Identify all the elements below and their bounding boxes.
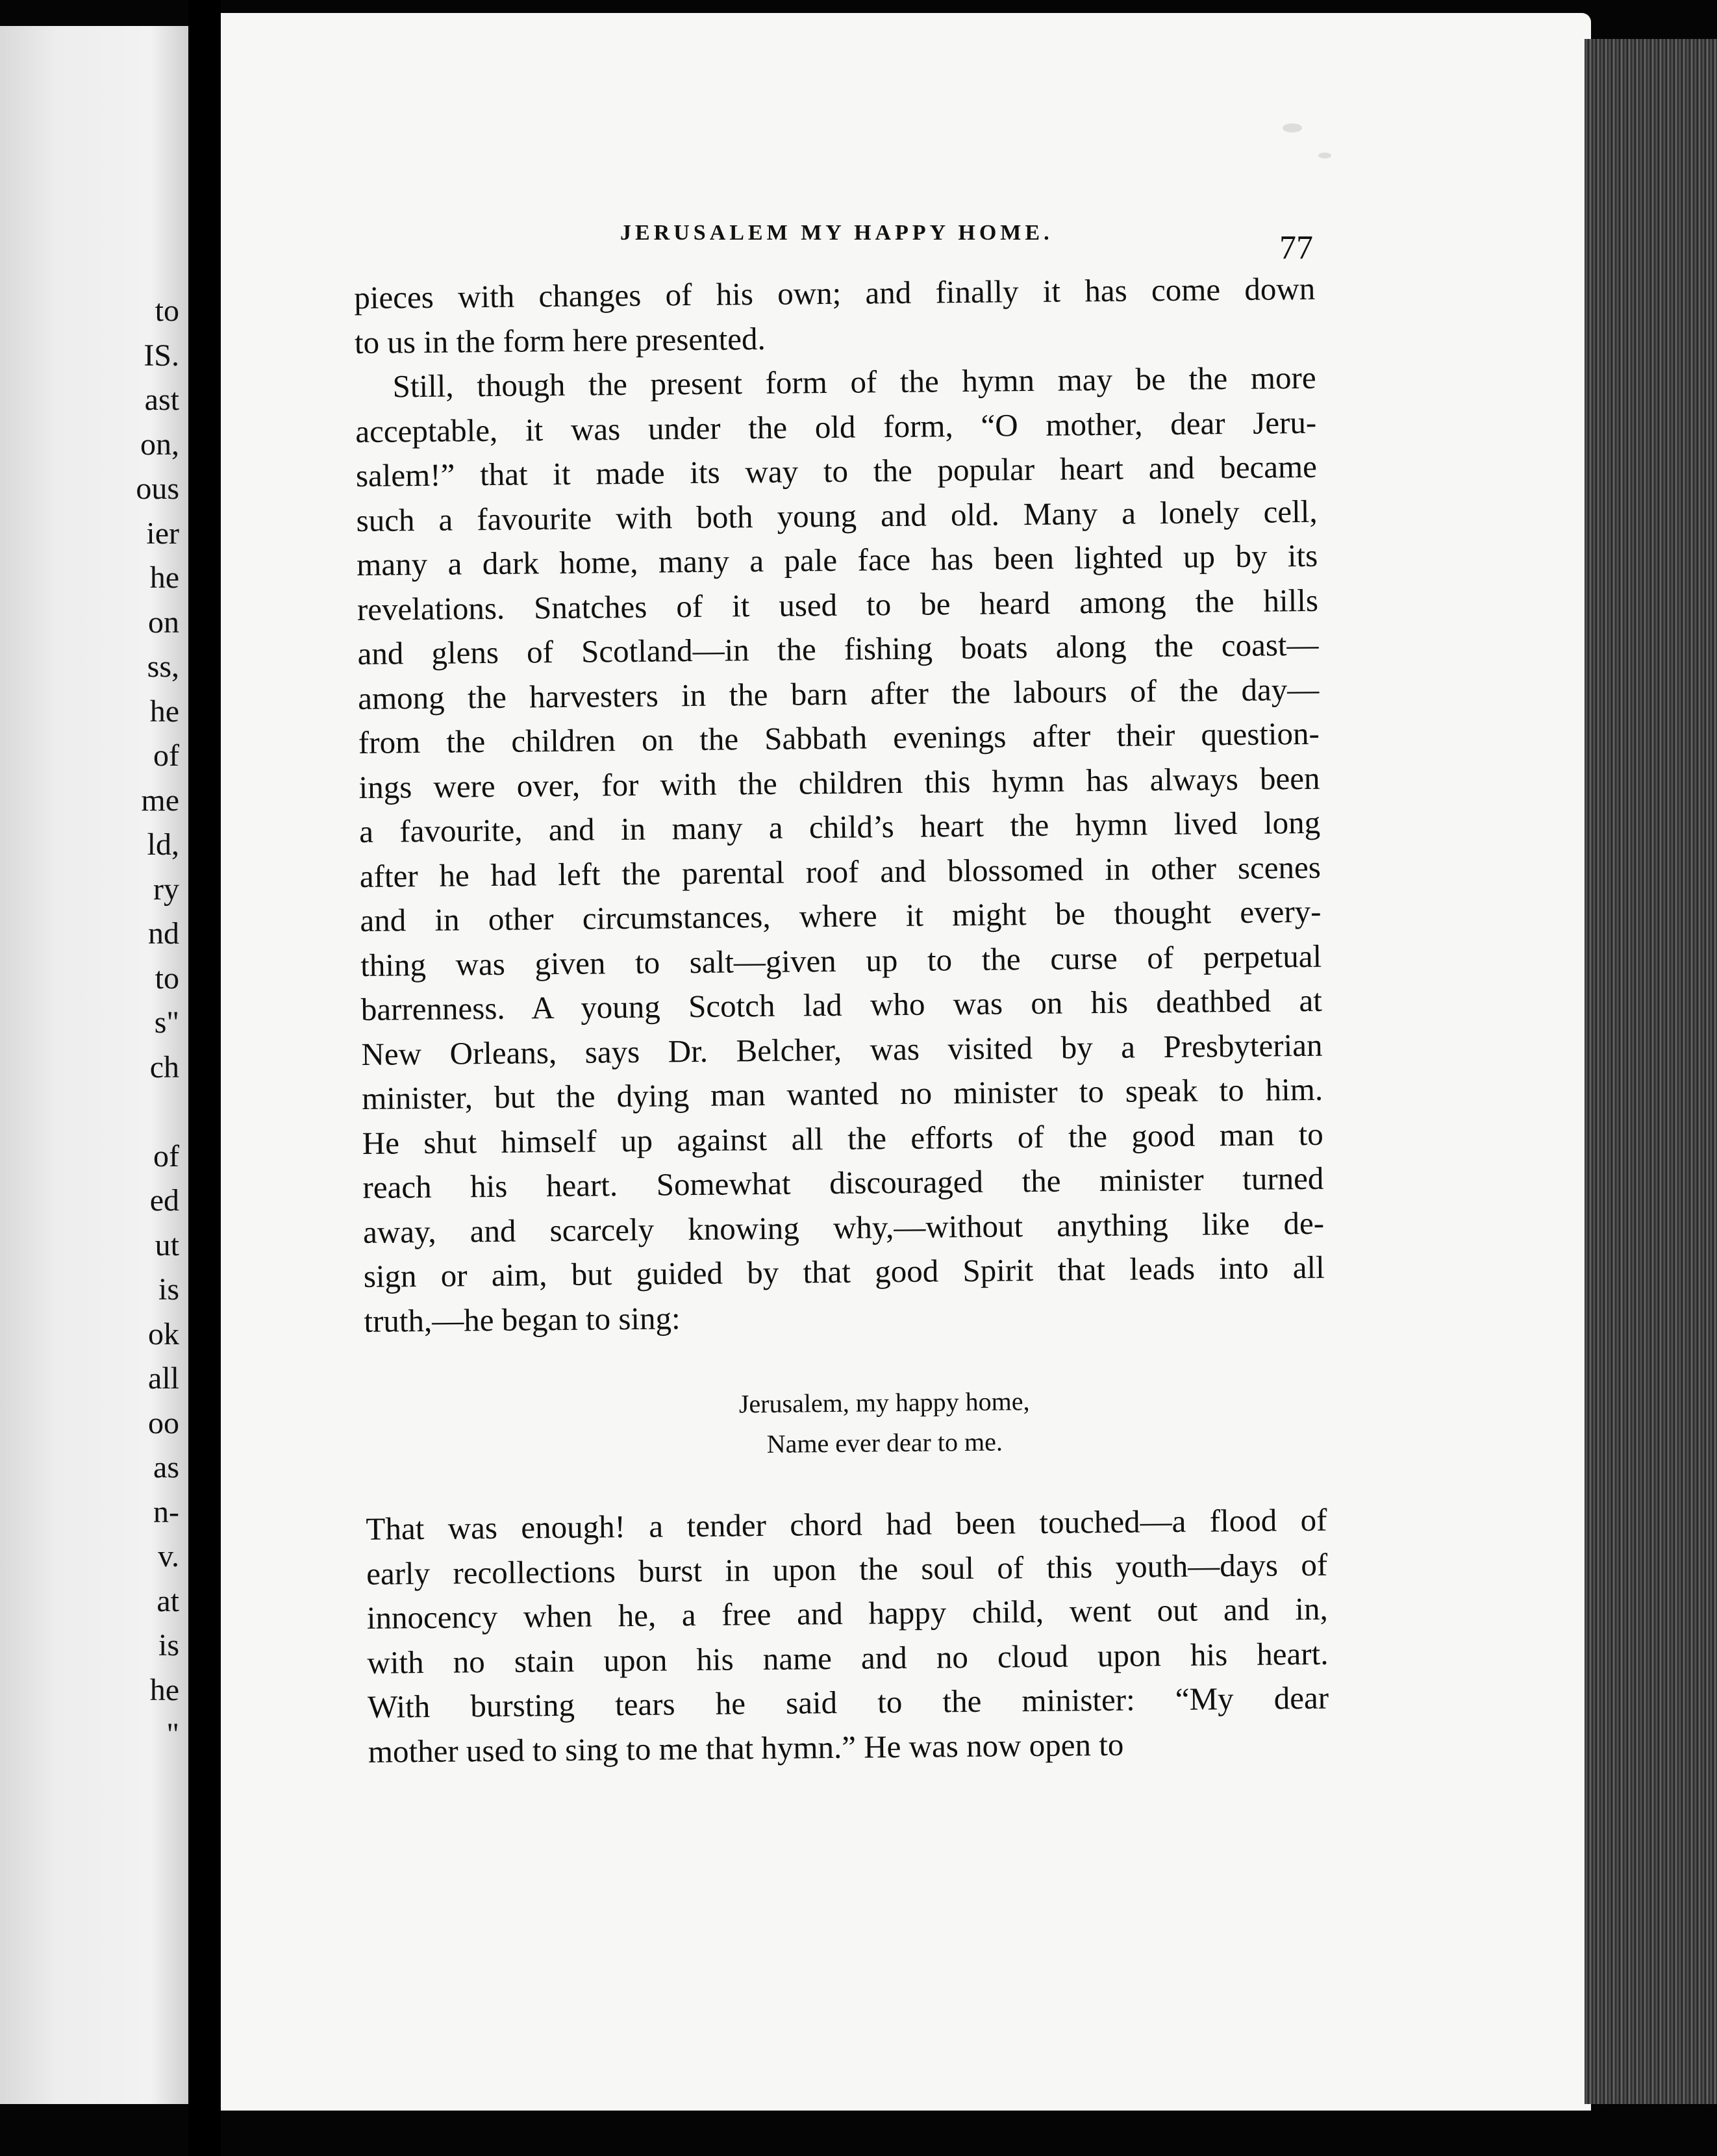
previous-page-fragment: v. bbox=[158, 1539, 179, 1573]
text-line: early recollections burst in upon the soul of this youth—days of bbox=[366, 1546, 1328, 1592]
text-line: and glens of Scotland—in the fishing boats along the coast— bbox=[357, 626, 1319, 671]
text-line: such a favourite with both young and old. Many a lonely cell, bbox=[356, 493, 1318, 538]
text-line: barrenness. A young Scotch lad who was on his deathbed at bbox=[360, 982, 1323, 1027]
verse-line: Jerusalem, my happy home, bbox=[738, 1386, 1030, 1419]
text-line: among the harvesters in the barn after the labours of the day— bbox=[357, 671, 1320, 716]
previous-page-fragment: he bbox=[149, 1672, 179, 1707]
paragraph-3 bbox=[366, 1498, 1329, 1774]
paragraph-1 bbox=[354, 267, 1316, 365]
previous-page-fragment: he bbox=[149, 694, 179, 729]
text-line: ings were over, for with the children this hymn has always been bbox=[358, 760, 1320, 805]
previous-page-fragment: ut bbox=[155, 1227, 179, 1262]
verse-quotation bbox=[364, 1379, 1326, 1468]
text-line: mother used to sing to me that hymn.” He was now open to bbox=[368, 1726, 1124, 1770]
text-line: acceptable, it was under the old form, “O mother, dear Jeru- bbox=[355, 404, 1317, 449]
previous-page-fragment: ld, bbox=[147, 827, 179, 862]
previous-page-fragment: ss, bbox=[147, 649, 179, 684]
previous-page-fragment: on bbox=[148, 605, 179, 640]
text-line: Still, though the present form of the hymn may be the more bbox=[392, 359, 1316, 405]
previous-page-fragment: ry bbox=[153, 871, 179, 907]
page-blemish bbox=[1283, 123, 1302, 132]
paragraph-2 bbox=[355, 356, 1325, 1344]
previous-page-fragment: n- bbox=[153, 1494, 179, 1529]
text-line: salem!” that it made its way to the popular heart and became bbox=[355, 448, 1318, 494]
previous-page-fragment: oo bbox=[148, 1405, 179, 1440]
previous-page-fragment: " bbox=[166, 1717, 179, 1751]
previous-page-fragment: ed bbox=[149, 1183, 179, 1218]
text-line: pieces with changes of his own; and finally it has come down bbox=[354, 270, 1316, 316]
previous-page-fragment: ous bbox=[136, 471, 179, 506]
previous-page-fragment: ok bbox=[148, 1316, 179, 1351]
previous-page-fragment: at bbox=[157, 1583, 179, 1618]
previous-page-fragment: of bbox=[153, 1138, 179, 1173]
previous-page-fragment: on, bbox=[140, 427, 179, 462]
text-line: thing was given to salt—given up to the curse of perpetual bbox=[360, 938, 1322, 983]
previous-page-fragment: he bbox=[149, 560, 179, 595]
text-line: New Orleans, says Dr. Belcher, was visited by a Presbyterian bbox=[361, 1027, 1323, 1072]
previous-page-fragment: ast bbox=[144, 382, 179, 417]
previous-page-fragment: of bbox=[153, 738, 179, 773]
previous-page-fragment: s" bbox=[154, 1005, 179, 1040]
previous-page-fragment: as bbox=[153, 1450, 179, 1485]
page-text bbox=[354, 267, 1329, 1774]
text-line: That was enough! a tender chord had been touched—a flood of bbox=[366, 1501, 1327, 1547]
page-blemish bbox=[1318, 153, 1331, 158]
previous-page-fragment: is bbox=[158, 1628, 179, 1662]
running-head: JERUSALEM MY HAPPY HOME. bbox=[620, 221, 1053, 245]
text-line: sign or aim, but guided by that good Spirit that leads into all bbox=[363, 1249, 1325, 1294]
text-line: reach his heart. Somewhat discouraged the minister turned bbox=[362, 1160, 1324, 1205]
previous-page-fragment: is bbox=[158, 1272, 179, 1307]
text-line: with no stain upon his name and no cloud upon his heart. bbox=[367, 1635, 1329, 1681]
previous-page-fragment: all bbox=[148, 1361, 179, 1396]
previous-page-fragment: ch bbox=[149, 1049, 179, 1084]
page-number: 77 bbox=[1279, 229, 1313, 266]
verse-line: Name ever dear to me. bbox=[766, 1427, 1003, 1459]
text-line: truth,—he began to sing: bbox=[364, 1299, 681, 1339]
text-line: revelations. Snatches of it used to be heard among the hills bbox=[357, 582, 1319, 627]
previous-page-fragment: me bbox=[141, 783, 179, 818]
previous-page-fragment: ier bbox=[146, 516, 179, 551]
previous-page-fragment bbox=[88, 1090, 179, 1134]
text-line: after he had left the parental roof and blossomed in other scenes bbox=[359, 849, 1322, 894]
text-line: minister, but the dying man wanted no minister to speak to him. bbox=[361, 1071, 1323, 1116]
text-line: from the children on the Sabbath evenings after their question- bbox=[358, 715, 1320, 760]
text-line: innocency when he, a free and happy child, went out and in, bbox=[366, 1590, 1329, 1636]
previous-page-fragment: nd bbox=[148, 916, 179, 951]
previous-page-fragment: IS. bbox=[144, 338, 179, 373]
book-gutter bbox=[188, 0, 221, 2156]
previous-page bbox=[0, 26, 188, 2104]
previous-page-fragment: to bbox=[155, 294, 179, 328]
text-line: and in other circumstances, where it might be thought every- bbox=[360, 893, 1322, 938]
text-line: to us in the form here presented. bbox=[354, 320, 766, 360]
book-fore-edge bbox=[1585, 39, 1717, 2104]
text-line: He shut himself up against all the efforts of the good man to bbox=[362, 1116, 1324, 1161]
text-line: away, and scarcely knowing why,—without anything like de- bbox=[362, 1205, 1325, 1250]
previous-page-fragment: to bbox=[155, 960, 179, 996]
text-line: With bursting tears he said to the minister: “My dear bbox=[367, 1679, 1329, 1725]
text-line: many a dark home, many a pale face has been lighted up by its bbox=[357, 537, 1318, 583]
text-line: a favourite, and in many a child’s heart the hymn lived long bbox=[358, 804, 1321, 849]
previous-page-line-endings bbox=[88, 289, 179, 1757]
